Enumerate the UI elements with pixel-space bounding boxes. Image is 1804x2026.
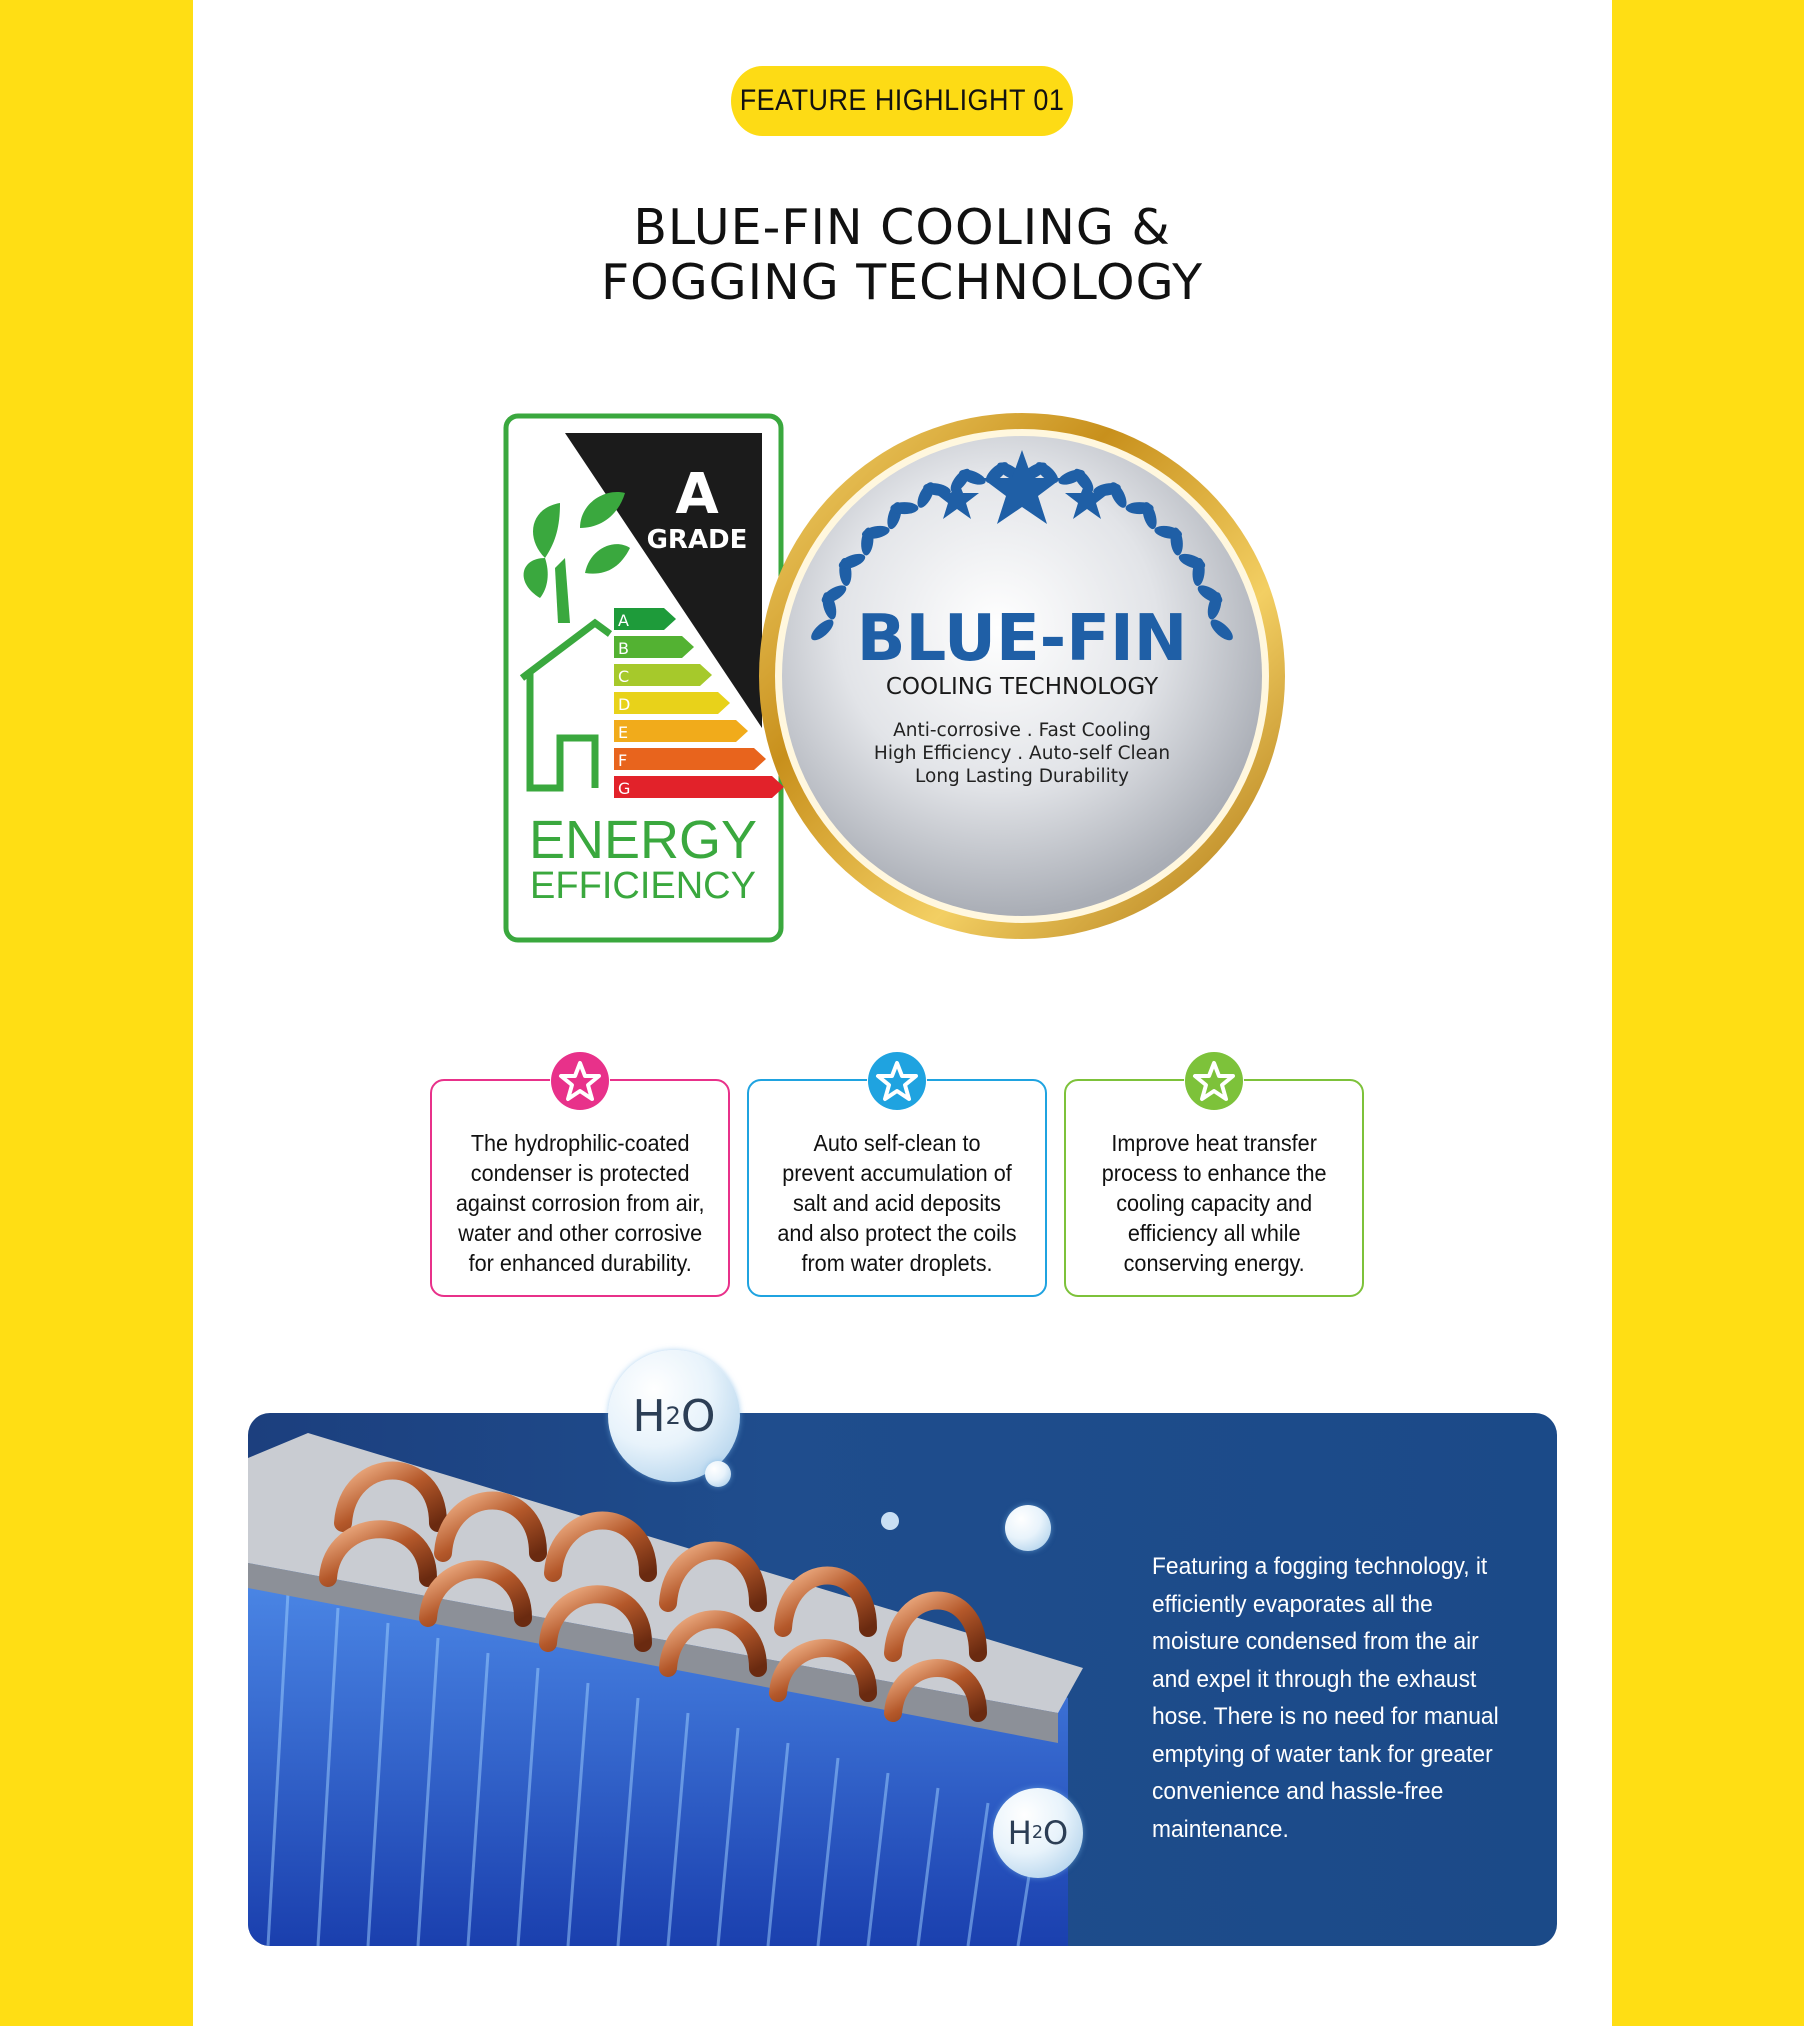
energy-scale-bar-g bbox=[614, 776, 784, 798]
feature-card-heat-transfer bbox=[1064, 1079, 1364, 1297]
feature-card-self-clean bbox=[747, 1079, 1047, 1297]
energy-line-1 bbox=[529, 810, 757, 870]
svg-text:C: C bbox=[618, 667, 630, 686]
h2o-2: 2 bbox=[665, 1402, 681, 1430]
h2o-h-small: H bbox=[1007, 1814, 1032, 1852]
water-bubble bbox=[1005, 1505, 1051, 1551]
energy-efficiency-badge bbox=[506, 416, 784, 940]
svg-text:EFFICIENCY: EFFICIENCY bbox=[530, 865, 756, 907]
svg-text:D: D bbox=[618, 695, 631, 714]
fogging-description: Featuring a fogging technology, it efficiently evaporates all the moisture condensed from the air and expel it through the exhaust hose. There is no need for manual emptying of water tank for greater convenience and hassle-free maintenance. bbox=[1152, 1553, 1499, 1843]
page-title bbox=[0, 200, 1804, 310]
svg-text:Long Lasting Durability: Long Lasting Durability bbox=[915, 766, 1129, 787]
svg-text:High Efficiency . Auto-self Cl: High Efficiency . Auto-self Clean bbox=[873, 743, 1171, 764]
seal-line-2 bbox=[874, 743, 1170, 764]
energy-line-2 bbox=[530, 865, 756, 907]
h2o-2-small: 2 bbox=[1031, 1823, 1044, 1843]
seal-line-1 bbox=[893, 720, 1151, 741]
energy-badge-grade-label bbox=[647, 525, 748, 555]
fogging-banner bbox=[248, 1390, 1557, 1946]
energy-scale-bar-b bbox=[614, 636, 694, 658]
h2o-o: O bbox=[680, 1390, 716, 1442]
laurel-leaf bbox=[890, 502, 918, 514]
svg-text:F: F bbox=[618, 751, 628, 770]
energy-badge-grade-letter bbox=[675, 462, 719, 527]
svg-text:A: A bbox=[618, 611, 629, 630]
feature-highlight-pill: FEATURE HIGHLIGHT 01 bbox=[731, 66, 1073, 136]
feature-text-self-clean: Auto self-clean to prevent accumulation of salt and acid deposits and also protect the coils from water droplets. bbox=[777, 1130, 1017, 1276]
water-bubble-tiny bbox=[705, 1461, 731, 1487]
energy-scale-bar-a bbox=[614, 608, 676, 630]
energy-scale-bar-e bbox=[614, 720, 748, 742]
svg-text:B: B bbox=[618, 639, 629, 658]
svg-text:G: G bbox=[618, 779, 631, 798]
badges-illustration bbox=[500, 408, 1300, 948]
energy-scale-bar-f bbox=[614, 748, 766, 770]
energy-scale-bar-c bbox=[614, 664, 712, 686]
svg-text:E: E bbox=[618, 723, 629, 742]
svg-text:ENERGY: ENERGY bbox=[528, 810, 758, 870]
h2o-o-small: O bbox=[1043, 1814, 1069, 1852]
svg-text:A: A bbox=[675, 462, 719, 527]
seal-subtitle bbox=[886, 674, 1159, 700]
feature-text-corrosion: The hydrophilic-coated condenser is protected against corrosion from air, water and other corrosive for enhanced durability. bbox=[455, 1130, 705, 1276]
blue-fin-seal bbox=[759, 413, 1285, 939]
h2o-h: H bbox=[632, 1390, 666, 1442]
title-line-2: FOGGING TECHNOLOGY bbox=[600, 254, 1204, 311]
badges-group bbox=[500, 408, 1300, 948]
svg-text:BLUE-FIN: BLUE-FIN bbox=[856, 602, 1188, 676]
title-line-1: BLUE-FIN COOLING & bbox=[633, 199, 1171, 256]
svg-text:COOLING TECHNOLOGY: COOLING TECHNOLOGY bbox=[885, 674, 1159, 700]
svg-text:GRADE: GRADE bbox=[646, 525, 748, 555]
h2o-label-small bbox=[993, 1788, 1083, 1878]
seal-title bbox=[857, 602, 1188, 676]
feature-text-heat-transfer: Improve heat transfer process to enhance the cooling capacity and efficiency all while conserving energy. bbox=[1101, 1130, 1327, 1276]
feature-card-corrosion bbox=[430, 1079, 730, 1297]
seal-line-3 bbox=[915, 766, 1129, 787]
svg-text:Anti-corrosive . Fast Cooling: Anti-corrosive . Fast Cooling bbox=[893, 720, 1151, 741]
energy-scale-bar-d bbox=[614, 692, 730, 714]
